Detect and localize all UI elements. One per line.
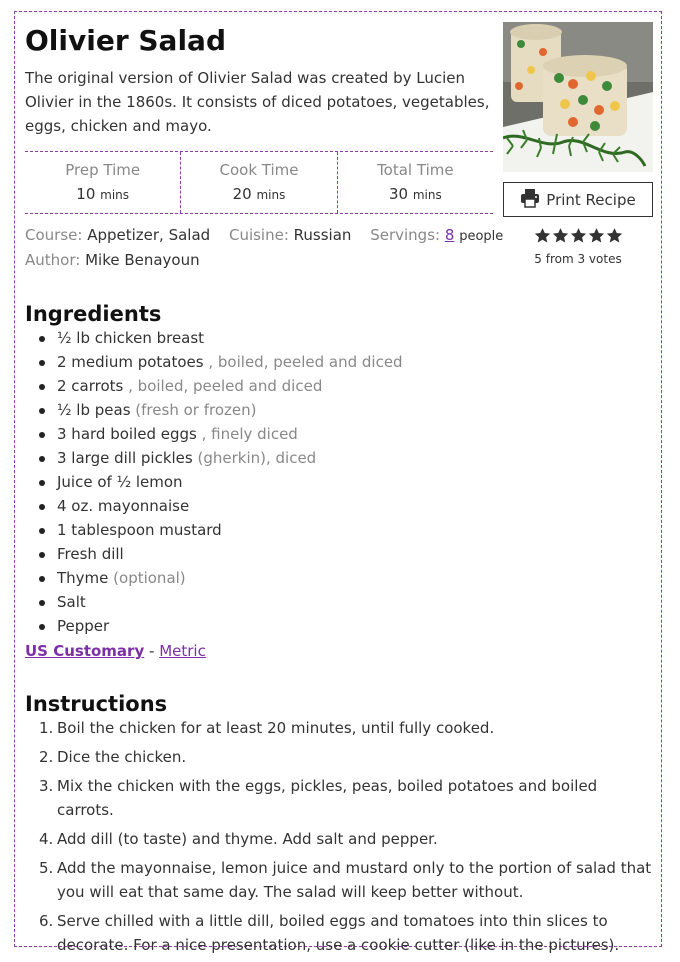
total-time-value: 30 xyxy=(388,185,409,203)
instructions-list xyxy=(25,716,655,962)
ingredient-item: Salt xyxy=(25,590,403,614)
star-icon[interactable] xyxy=(570,227,587,244)
star-icon[interactable] xyxy=(588,227,605,244)
ingredient-item: 2 medium potatoes , boiled, peeled and diced xyxy=(25,350,403,374)
ingredient-item: Thyme (optional) xyxy=(25,566,403,590)
cook-time xyxy=(180,152,336,213)
course-label: Course: xyxy=(25,226,83,244)
prep-time-value: 10 xyxy=(76,185,96,203)
print-recipe-label: Print Recipe xyxy=(546,190,636,209)
cuisine-label: Cuisine: xyxy=(228,226,289,244)
instruction-step: 2. Dice the chicken. xyxy=(39,748,187,766)
total-time-label: Total Time xyxy=(377,161,454,179)
cook-time-unit: mins xyxy=(256,188,286,202)
instruction-step: 4. Add dill (to taste) and thyme. Add salt and pepper. xyxy=(39,830,438,848)
unit-separator: - xyxy=(144,642,160,660)
prep-time-unit: mins xyxy=(100,188,130,202)
us-customary-link[interactable]: US Customary xyxy=(25,642,145,660)
ingredient-item: Pepper xyxy=(25,614,403,638)
total-time-unit: mins xyxy=(412,188,442,202)
ingredient-item: 3 large dill pickles (gherkin), diced xyxy=(25,446,403,470)
instructions-heading: Instructions xyxy=(25,692,168,716)
ingredient-item: 4 oz. mayonnaise xyxy=(25,494,403,518)
servings-unit: people xyxy=(459,229,504,244)
instruction-step: 6. Serve chilled with a little dill, boiled eggs and tomatoes into thin slices to decorate. For a nice presentation, use a cookie cutter (like in the pictures). xyxy=(39,912,620,954)
author-line xyxy=(25,250,200,270)
ingredient-item: 3 hard boiled eggs , finely diced xyxy=(25,422,403,446)
unit-system-switcher xyxy=(25,640,206,662)
recipe-times xyxy=(25,151,493,214)
instruction-step: 5. Add the mayonnaise, lemon juice and mustard only to the portion of salad that you will eat that same day. The salad will keep better without. xyxy=(39,859,652,901)
cook-time-label: Cook Time xyxy=(219,161,299,179)
instruction-step: 3. Mix the chicken with the eggs, pickles, peas, boiled potatoes and boiled carrots. xyxy=(39,777,598,819)
cuisine-value: Russian xyxy=(293,226,352,244)
cook-time-value: 20 xyxy=(232,185,252,203)
ingredients-list xyxy=(25,326,403,638)
author-name: Mike Benayoun xyxy=(85,251,200,269)
star-icon[interactable] xyxy=(606,227,623,244)
total-time xyxy=(337,152,493,213)
ingredients-heading: Ingredients xyxy=(25,302,162,326)
recipe-summary: The original version of Olivier Salad was created by Lucien Olivier in the 1860s. It consists of diced potatoes, vegetables, eggs, chicken and mayo. xyxy=(25,69,490,135)
rating-votes: 5 from 3 votes xyxy=(534,252,622,266)
recipe-photo xyxy=(503,22,653,172)
rating-stars[interactable] xyxy=(534,227,623,244)
ingredient-item: 1 tablespoon mustard xyxy=(25,518,403,542)
author-label: Author: xyxy=(25,251,81,269)
ingredient-item: 2 carrots , boiled, peeled and diced xyxy=(25,374,403,398)
recipe-meta xyxy=(25,225,503,247)
metric-link[interactable]: Metric xyxy=(159,642,206,660)
prep-time xyxy=(25,152,180,213)
recipe-title: Olivier Salad xyxy=(25,24,226,57)
servings-adjust-link[interactable]: 8 xyxy=(444,226,455,244)
star-icon[interactable] xyxy=(552,227,569,244)
ingredient-item: ½ lb chicken breast xyxy=(25,326,403,350)
print-recipe-button[interactable] xyxy=(503,182,653,217)
instruction-step: 1. Boil the chicken for at least 20 minutes, until fully cooked. xyxy=(39,719,495,737)
star-icon[interactable] xyxy=(534,227,551,244)
servings-label: Servings: xyxy=(370,226,441,244)
ingredient-item: Fresh dill xyxy=(25,542,403,566)
prep-time-label: Prep Time xyxy=(65,161,141,179)
printer-icon xyxy=(520,188,540,212)
ingredient-item: Juice of ½ lemon xyxy=(25,470,403,494)
ingredient-item: ½ lb peas (fresh or frozen) xyxy=(25,398,403,422)
course-value: Appetizer, Salad xyxy=(87,226,211,244)
